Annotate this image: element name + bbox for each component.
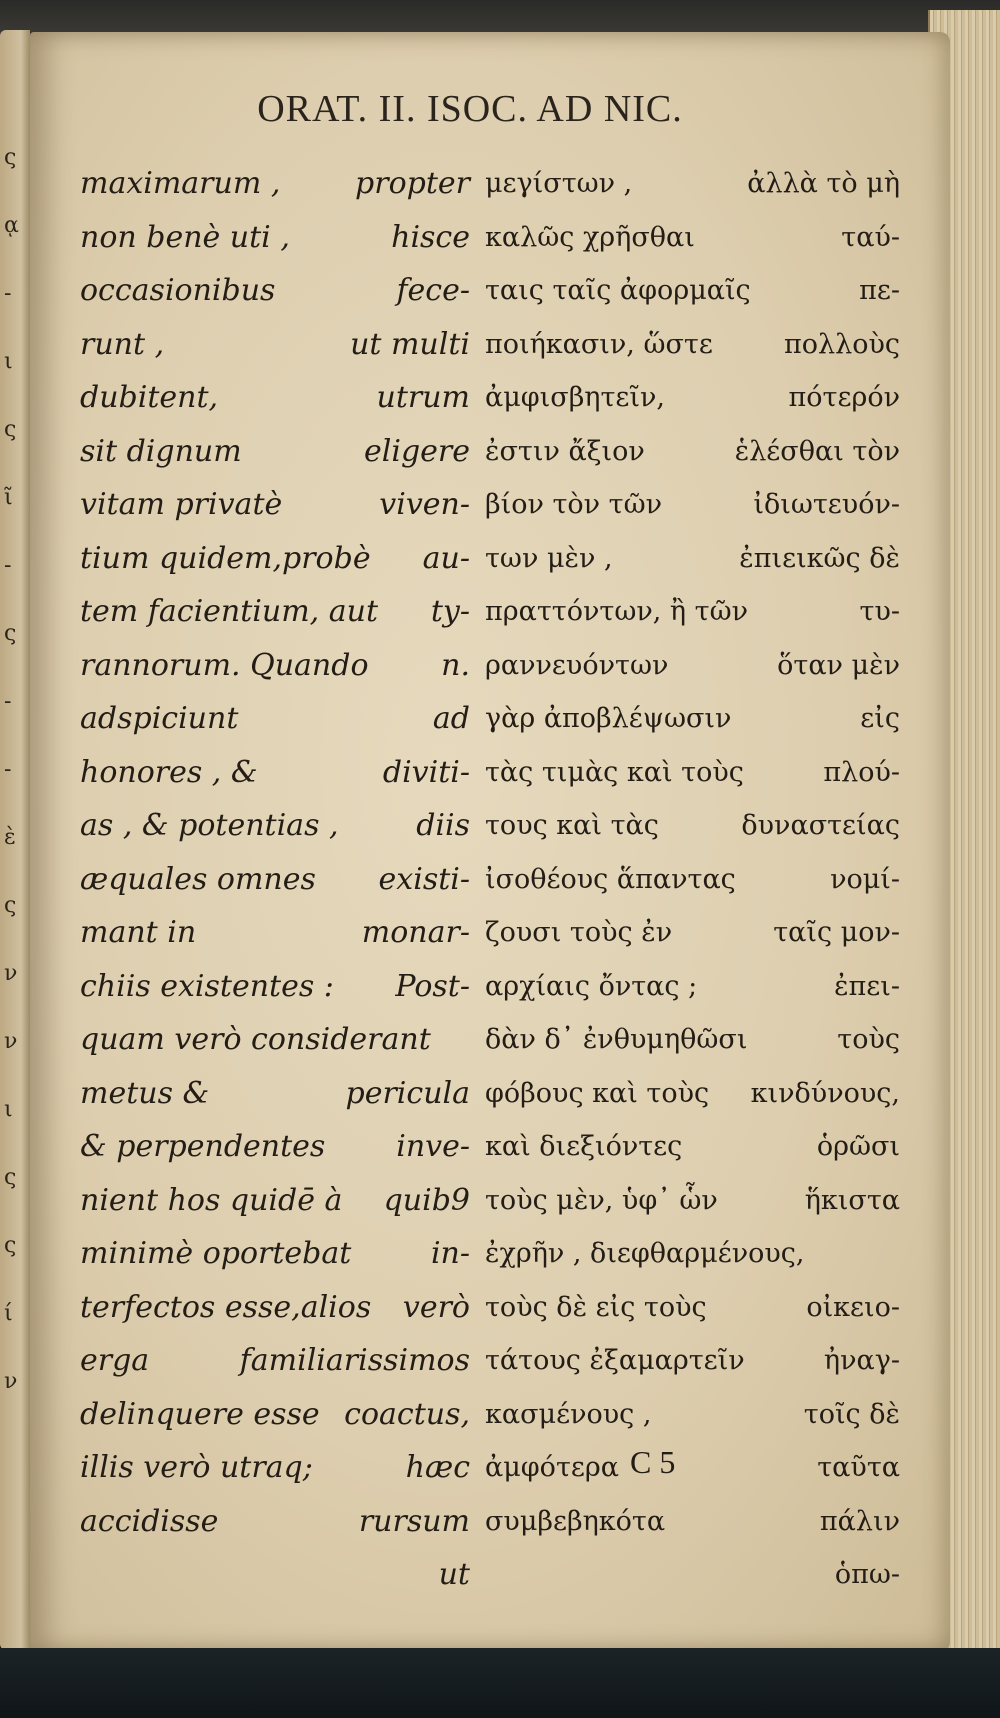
greek-line — [485, 211, 900, 265]
greek-word: μεγίστων , — [485, 168, 633, 199]
latin-line — [80, 585, 470, 639]
facing-page-fragment: - — [4, 757, 12, 782]
greek-line — [485, 692, 900, 746]
latin-word: & perpendentes — [80, 1129, 326, 1164]
latin-word: utrum — [376, 380, 470, 415]
greek-word: πραττόντων, ἢ τῶν — [485, 596, 749, 627]
facing-page-fragment: ί — [4, 1301, 13, 1326]
latin-word: tium quidem,probè — [80, 540, 371, 576]
greek-word: ζουσι τοὺς ἐν — [485, 917, 673, 948]
latin-line — [80, 960, 470, 1014]
greek-word: τοῖς δὲ — [803, 1398, 900, 1430]
latin-line — [80, 157, 470, 211]
latin-word: diviti- — [382, 754, 470, 790]
table-surface — [0, 1648, 1000, 1718]
facing-page-fragment: ς — [4, 145, 17, 170]
greek-word: βίον τὸν τῶν — [485, 489, 663, 520]
greek-word: καλῶς χρῆσθαι — [485, 221, 695, 253]
latin-word: hæc — [405, 1450, 470, 1485]
facing-page-fragment: ς — [4, 621, 17, 646]
latin-column — [80, 157, 470, 1602]
greek-line — [485, 1548, 900, 1602]
greek-word: ἐπει- — [834, 970, 900, 1002]
greek-word: τοὺς — [837, 1024, 900, 1055]
latin-word: æquales omnes — [80, 861, 316, 897]
facing-page-fragment: ν — [4, 1369, 18, 1394]
greek-line — [485, 799, 900, 853]
latin-word: tem facientium, aut — [80, 594, 379, 629]
greek-word: συμβεβηκότα — [485, 1505, 666, 1537]
book-top-edge — [0, 0, 1000, 36]
latin-word: mant in — [80, 915, 197, 950]
latin-word: minimè oportebat — [80, 1236, 352, 1271]
latin-line — [80, 1548, 470, 1602]
latin-word: metus & — [80, 1075, 210, 1111]
latin-word: sit dignum — [80, 433, 242, 469]
greek-word: δὰν δ᾽ ἐνθυμηθῶσι — [485, 1024, 748, 1055]
greek-line — [485, 585, 900, 639]
greek-line — [485, 157, 900, 211]
latin-word: diis — [416, 808, 470, 843]
greek-line — [485, 532, 900, 586]
greek-word: τυ- — [859, 596, 900, 627]
latin-word: hisce — [391, 219, 470, 255]
greek-line — [485, 1013, 900, 1067]
latin-line — [80, 318, 470, 372]
latin-line — [80, 478, 470, 532]
latin-word: viven- — [379, 487, 470, 522]
greek-word: φόβους καὶ τοὺς — [485, 1077, 710, 1109]
latin-word: accidisse — [80, 1503, 219, 1539]
greek-line — [485, 1441, 900, 1495]
facing-page-edge — [0, 30, 30, 1650]
greek-line — [485, 906, 900, 960]
greek-word: αρχίαις ὄντας ; — [485, 970, 698, 1002]
latin-word: quam verò considerant — [80, 1022, 431, 1057]
greek-word: κινδύνους, — [750, 1077, 900, 1109]
facing-page-fragment: - — [4, 689, 12, 714]
greek-line — [485, 478, 900, 532]
greek-word: ὁπω- — [834, 1559, 900, 1590]
latin-word: monar- — [361, 915, 470, 950]
latin-word: ty- — [430, 594, 470, 629]
facing-page-fragment: ς — [4, 1233, 17, 1258]
latin-word: illis verò utraq; — [80, 1450, 313, 1485]
latin-line — [80, 692, 470, 746]
latin-line — [80, 1120, 470, 1174]
greek-word: των μὲν , — [485, 542, 613, 574]
facing-page-fragment: ς — [4, 417, 17, 442]
latin-word: Post- — [395, 968, 470, 1004]
latin-word: coactus, — [344, 1396, 470, 1432]
latin-word: in- — [430, 1236, 470, 1271]
latin-word: vitam privatè — [80, 487, 283, 522]
latin-word: adspiciunt — [80, 701, 239, 736]
greek-word: οἰκειο- — [806, 1291, 900, 1323]
latin-line — [80, 799, 470, 853]
latin-line — [80, 1388, 470, 1442]
latin-word: maximarum , — [80, 166, 281, 201]
facing-page-fragment: ι — [4, 1097, 13, 1122]
latin-line — [80, 211, 470, 265]
greek-word: ποιήκασιν, ὥστε — [485, 328, 713, 360]
latin-line — [80, 746, 470, 800]
greek-word: καὶ διεξιόντες — [485, 1131, 683, 1162]
latin-word: runt , — [80, 326, 165, 362]
latin-line — [80, 371, 470, 425]
greek-word: τους καὶ τὰς — [485, 810, 659, 841]
latin-word: ad — [432, 701, 470, 736]
facing-page-fragment: - — [4, 553, 12, 578]
greek-line — [485, 1067, 900, 1121]
latin-word: erga — [80, 1343, 150, 1378]
greek-line — [485, 1120, 900, 1174]
latin-word: existi- — [378, 861, 470, 897]
greek-word: ραννευόντων — [485, 649, 669, 681]
latin-word: propter — [355, 166, 470, 201]
latin-line — [80, 1227, 470, 1281]
latin-word: verò — [402, 1289, 470, 1325]
greek-word: ταῦτα — [817, 1452, 900, 1483]
greek-line — [485, 960, 900, 1014]
latin-line — [80, 264, 470, 318]
book-page — [30, 32, 950, 1652]
greek-line — [485, 746, 900, 800]
facing-page-fragment: ὲ — [4, 825, 16, 850]
greek-word: ταύ- — [841, 221, 900, 253]
greek-word: τάτους ἐξαμαρτεῖν — [485, 1345, 745, 1376]
greek-word: γὰρ ἀποβλέψωσιν — [485, 703, 732, 734]
latin-word: n. — [441, 647, 470, 683]
latin-line — [80, 853, 470, 907]
greek-word: ἀμφότερα — [485, 1452, 619, 1483]
facing-page-fragment: ῖ — [4, 485, 13, 510]
latin-line — [80, 1067, 470, 1121]
running-head: ORAT. II. ISOC. AD NIC. — [257, 88, 683, 130]
greek-word: ὅταν μὲν — [777, 649, 900, 681]
greek-line — [485, 1227, 900, 1281]
greek-column — [485, 157, 900, 1602]
signature-mark: C 5 — [630, 1444, 676, 1480]
latin-word: terfectos esse,alios — [80, 1289, 372, 1325]
greek-line — [485, 1334, 900, 1388]
latin-line — [80, 639, 470, 693]
greek-word: ἀμφισβητεῖν, — [485, 382, 665, 413]
latin-line — [80, 532, 470, 586]
latin-word: occasionibus — [80, 273, 276, 308]
greek-line — [485, 1495, 900, 1549]
latin-line — [80, 1495, 470, 1549]
greek-line — [485, 425, 900, 479]
facing-page-fragment: ν — [4, 961, 18, 986]
greek-word: πάλιν — [819, 1505, 900, 1537]
latin-word: rursum — [358, 1503, 470, 1539]
greek-word: κασμένους , — [485, 1398, 652, 1430]
greek-word: τοὺς δὲ εἰς τοὺς — [485, 1291, 707, 1323]
latin-word: chiis existentes : — [80, 968, 334, 1004]
latin-line — [80, 1441, 470, 1495]
latin-word: ut — [438, 1557, 470, 1592]
latin-word: ut multi — [350, 326, 470, 362]
greek-line — [485, 371, 900, 425]
greek-word: πολλοὺς — [783, 328, 900, 360]
greek-word: πλού- — [823, 756, 900, 788]
latin-word: rannorum. Quando — [80, 647, 369, 683]
latin-line — [80, 1334, 470, 1388]
greek-line — [485, 1388, 900, 1442]
facing-page-fragment: - — [4, 281, 12, 306]
greek-word: ἥκιστα — [804, 1184, 900, 1216]
greek-line — [485, 318, 900, 372]
greek-word: δυναστείας — [741, 810, 900, 841]
facing-page-fragment: ν — [4, 1029, 18, 1054]
greek-word: ἠναγ- — [823, 1345, 900, 1376]
latin-line — [80, 1281, 470, 1335]
latin-word: non benè uti , — [80, 219, 290, 255]
latin-word: quib9 — [383, 1182, 470, 1218]
greek-word: ταῖς μον- — [773, 917, 900, 948]
latin-word: au- — [422, 540, 470, 576]
facing-page-fragment: ς — [4, 893, 17, 918]
facing-page-fragment: ς — [4, 1165, 17, 1190]
greek-word: ἀλλὰ τὸ μὴ — [747, 168, 900, 199]
greek-word: ἐπιεικῶς δὲ — [739, 542, 900, 574]
greek-word: πε- — [859, 275, 900, 306]
greek-word: ἐστιν ἄξιον — [485, 435, 645, 467]
greek-word: πότερόν — [788, 382, 900, 413]
greek-word: τοὺς μὲν, ὑφ᾽ ὧν — [485, 1184, 718, 1216]
latin-word: inve- — [396, 1129, 470, 1164]
latin-word: honores , & — [80, 754, 258, 790]
facing-page-fragment: ᾳ — [4, 213, 19, 238]
greek-line — [485, 853, 900, 907]
greek-word: ταις ταῖς ἀφορμαῖς — [485, 275, 751, 306]
latin-line — [80, 1174, 470, 1228]
latin-word: dubitent, — [80, 380, 219, 415]
greek-word: νομί- — [830, 863, 900, 895]
greek-word: τὰς τιμὰς καὶ τοὺς — [485, 756, 744, 788]
latin-line — [80, 1013, 470, 1067]
greek-word: ὁρῶσι — [816, 1131, 900, 1162]
latin-word: familiarissimos — [239, 1343, 470, 1378]
greek-word: ἰσοθέους ἅπαντας — [485, 863, 736, 895]
greek-line — [485, 264, 900, 318]
facing-page-fragment: ι — [4, 349, 13, 374]
greek-line — [485, 1281, 900, 1335]
greek-word: ἰδιωτευόν- — [753, 489, 900, 520]
greek-line — [485, 639, 900, 693]
greek-line — [485, 1174, 900, 1228]
latin-word: eligere — [364, 433, 470, 469]
latin-line — [80, 425, 470, 479]
latin-word: delinquere esse — [80, 1396, 320, 1432]
greek-word: εἰς — [860, 703, 900, 734]
latin-word: fece- — [396, 273, 470, 308]
latin-word: pericula — [345, 1075, 470, 1111]
latin-word: as , & potentias , — [80, 808, 339, 843]
latin-line — [80, 906, 470, 960]
latin-word: nient hos quidē à — [80, 1182, 343, 1218]
greek-word: ἐχρῆν , διεφθαρμένους, — [485, 1238, 805, 1269]
greek-word: ἑλέσθαι τὸν — [734, 435, 900, 467]
